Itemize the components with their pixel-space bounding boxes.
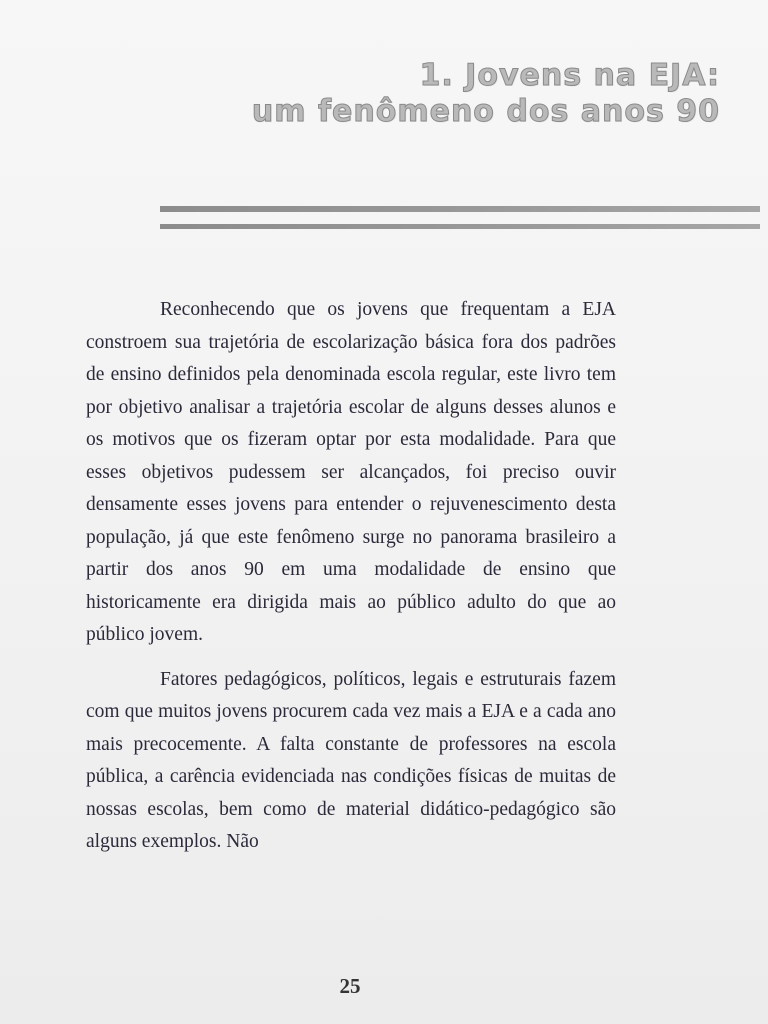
- title-divider-bottom: [160, 224, 760, 229]
- paragraph-1: Reconhecendo que os jovens que frequentam a EJA constroem sua trajetória de escolarização básica fora dos padrões de ensino definidos pela denominada escola regular, este livro tem por objetivo analisar a trajetória escolar de alguns desses alunos e os motivos que os fizeram optar por esta modalidade. Para que esses objetivos pudessem ser alcançados, foi preciso ouvir densamente esses jovens para entender o rejuvenescimento desta população, já que este fenômeno surge no panorama brasileiro a partir dos anos 90 em uma modalidade de ensino que historicamente era dirigida mais ao público adulto do que ao público jovem.: [86, 299, 616, 645]
- body-text: [86, 294, 616, 859]
- page-number: 25: [339, 974, 361, 998]
- chapter-title-line-2: um fenômeno dos anos 90: [251, 94, 720, 129]
- chapter-title-line-1: 1. Jovens na EJA:: [419, 58, 720, 93]
- paragraph-2: Fatores pedagógicos, políticos, legais e estruturais fazem com que muitos jovens procurem cada vez mais a EJA e a cada ano mais precocemente. A falta constante de professores na escola pública, a carência evidenciada nas condições físicas de muitas de nossas escolas, bem como de material didático-pedagógico são alguns exemplos. Não: [86, 668, 616, 852]
- chapter-title: [252, 58, 720, 130]
- title-divider-top: [160, 206, 760, 212]
